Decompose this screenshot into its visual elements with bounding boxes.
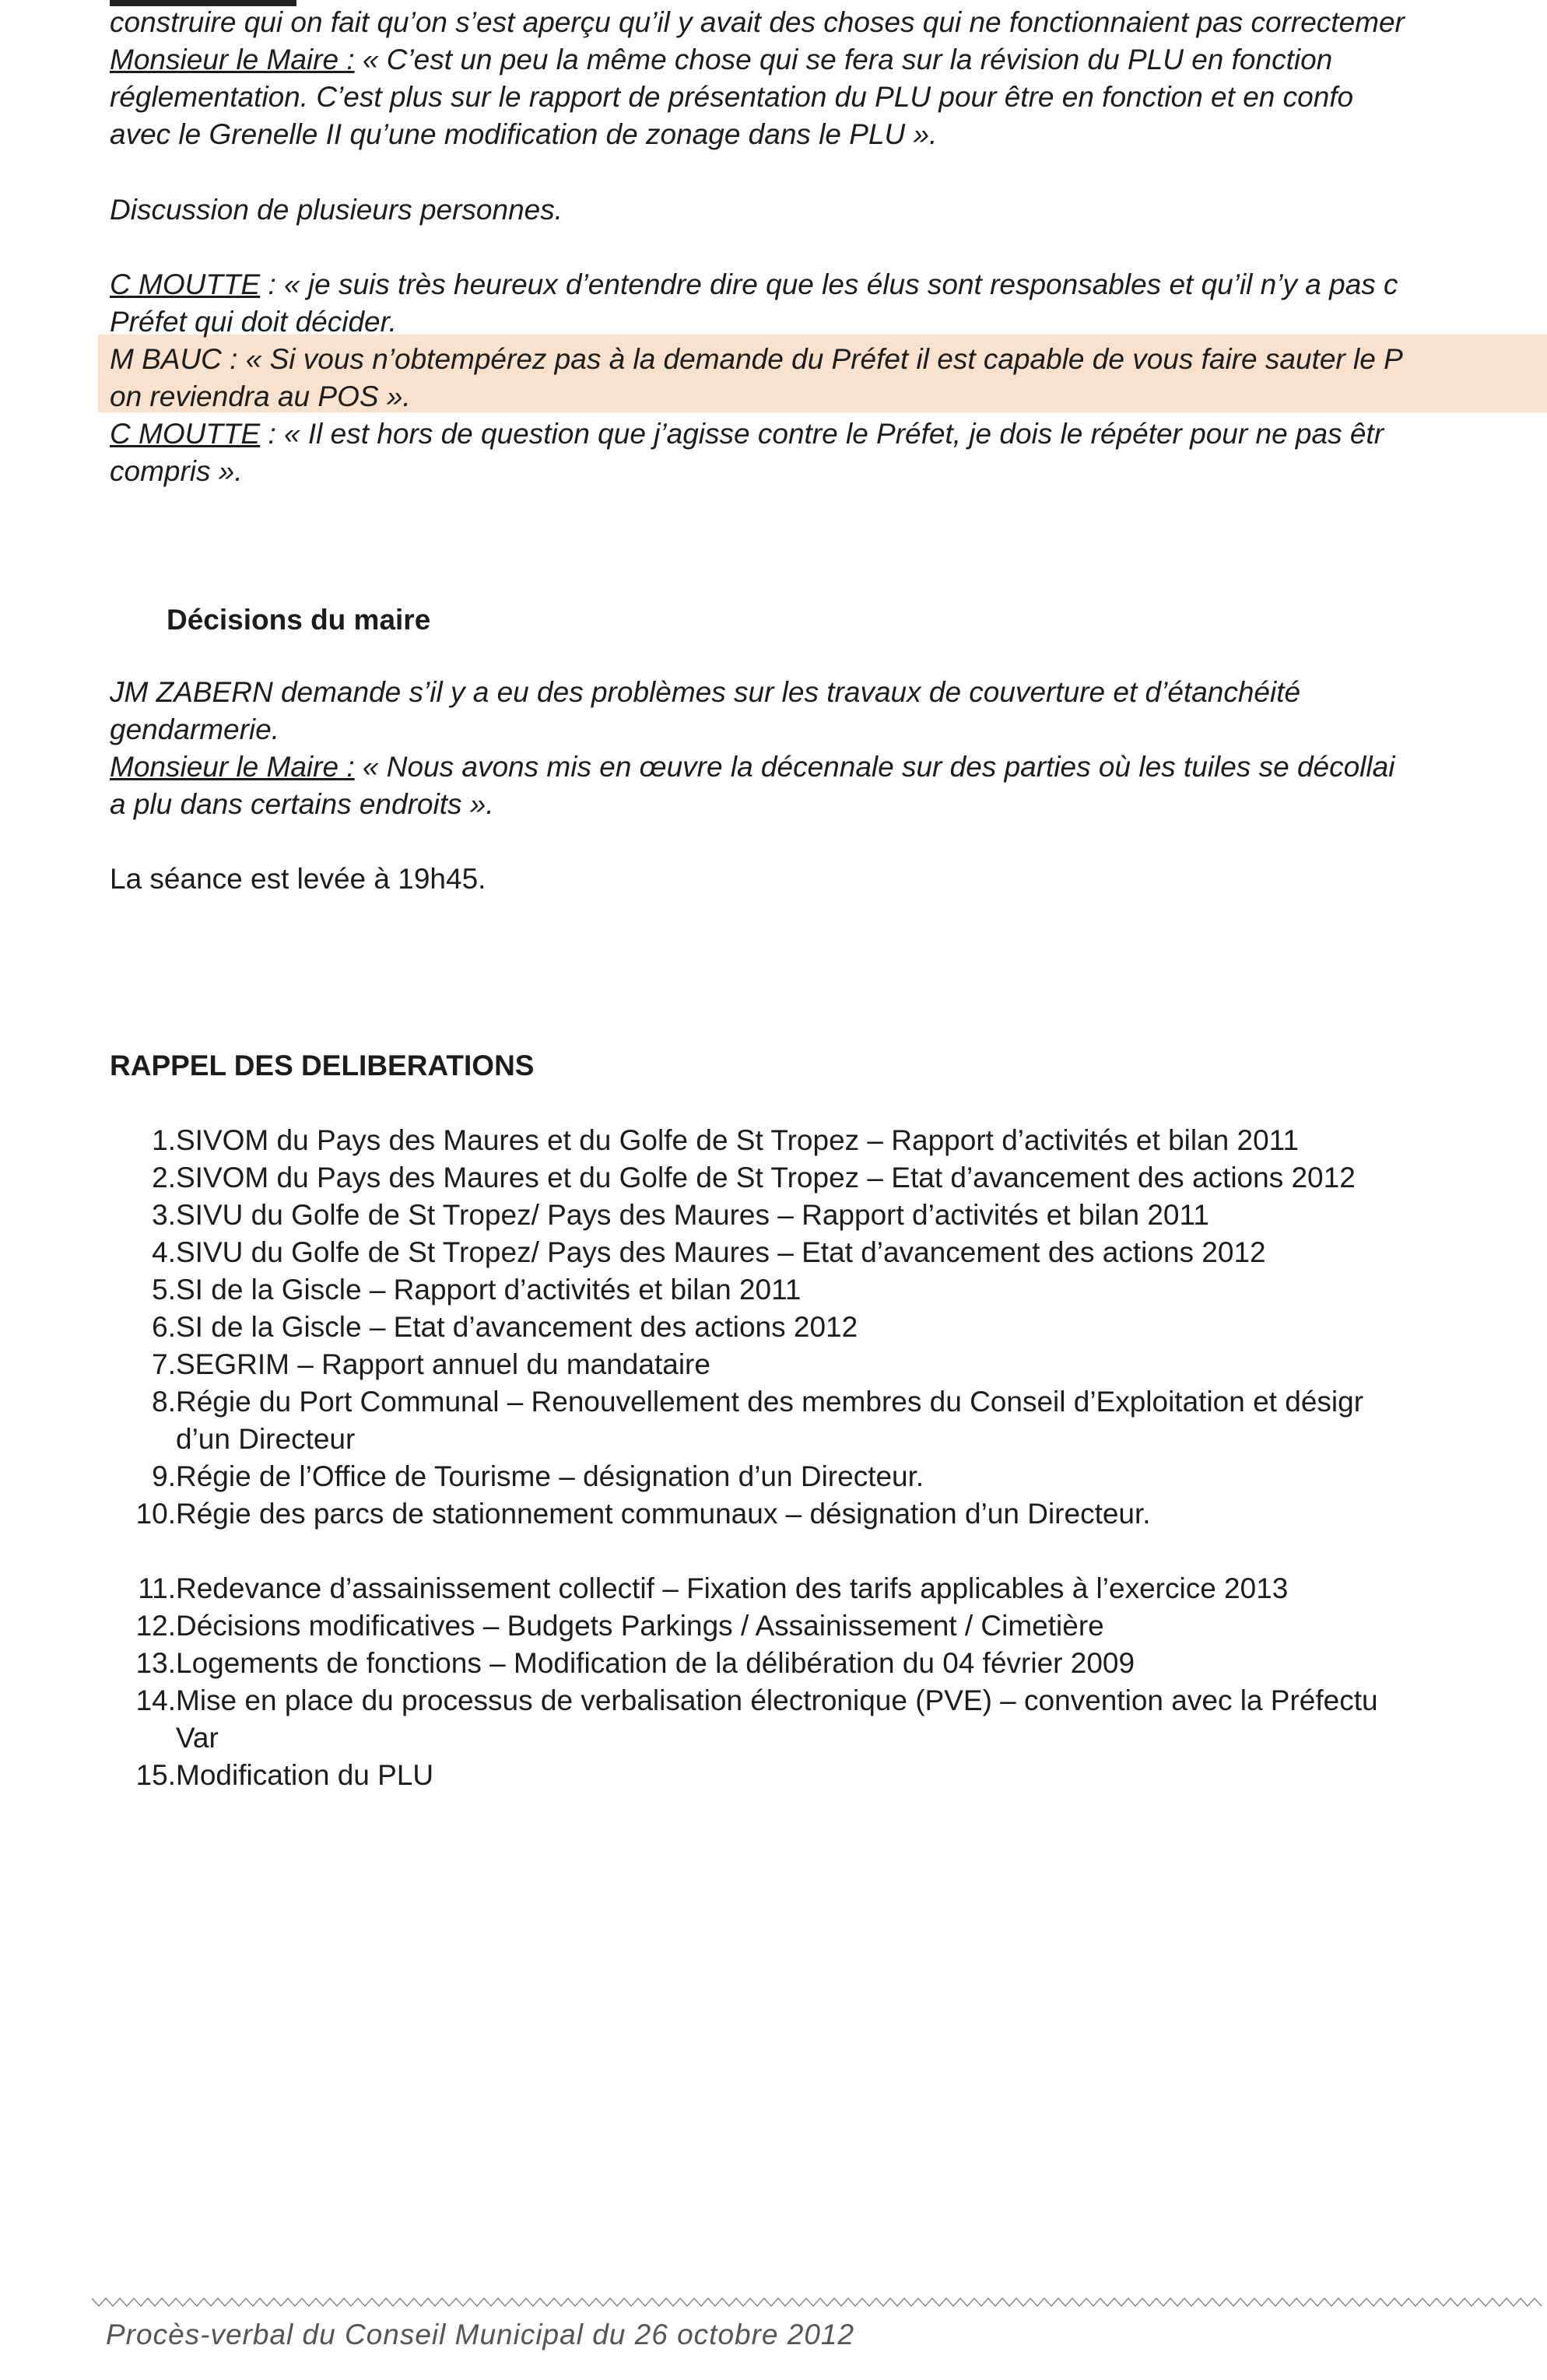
- list-item-continuation: d’un Directeur: [176, 1423, 356, 1455]
- decisions-heading: Décisions du maire: [167, 604, 431, 636]
- speaker-moutte-2: C MOUTTE: [110, 418, 261, 450]
- zabern-line-1: JM ZABERN demande s’il y a eu des problèmes sur les travaux de couverture et d’étanchéité: [110, 676, 1301, 708]
- speaker-maire-2: Monsieur le Maire :: [110, 751, 355, 783]
- moutte-line-2-cont: compris ».: [110, 455, 243, 487]
- discussion-note: Discussion de plusieurs personnes.: [110, 194, 563, 226]
- list-item: 7. SEGRIM – Rapport annuel du mandataire: [152, 1348, 710, 1380]
- footer-text: Procès-verbal du Conseil Municipal du 26 octobre 2012: [106, 2319, 855, 2350]
- list-item: 9. Régie de l’Office de Tourisme – désignation d’un Directeur.: [152, 1460, 924, 1492]
- moutte-line-1: [110, 266, 1398, 303]
- list-item: 8. Régie du Port Communal – Renouvellement des membres du Conseil d’Exploitation et désigr: [152, 1386, 1364, 1418]
- list-item-continuation: Var: [176, 1722, 219, 1754]
- bauc-line-1: M BAUC : « Si vous n’obtempérez pas à la demande du Préfet il est capable de vous faire sauter le P: [110, 343, 1403, 375]
- list-item: 11. Redevance d’assainissement collectif – Fixation des tarifs applicables à l’exercice 2013: [138, 1572, 1289, 1604]
- list-item: 14. Mise en place du processus de verbalisation électronique (PVE) – convention avec la Préfectu: [135, 1684, 1378, 1716]
- list-item: 1. SIVOM du Pays des Maures et du Golfe de St Tropez – Rapport d’activités et bilan 2011: [152, 1124, 1300, 1156]
- moutte-line-1-text: : « je suis très heureux d’entendre dire que les élus sont responsables et qu’il n’y a pas c: [260, 268, 1398, 300]
- moutte-line-2: [110, 415, 1384, 453]
- rappel-heading: RAPPEL DES DELIBERATIONS: [110, 1050, 535, 1081]
- intro-line-3: réglementation. C’est plus sur le rapport de présentation du PLU pour être en fonction et en confo: [110, 81, 1354, 113]
- speaker-maire: Monsieur le Maire :: [110, 44, 355, 75]
- zabern-line-2: gendarmerie.: [110, 713, 280, 745]
- intro-line-2: [110, 41, 1332, 79]
- maire-reply-line-1: [110, 748, 1394, 786]
- list-item: 3. SIVU du Golfe de St Tropez/ Pays des Maures – Rapport d’activités et bilan 2011: [152, 1199, 1209, 1231]
- moutte-line-1-cont: Préfet qui doit décider.: [110, 306, 397, 338]
- closing-statement: La séance est levée à 19h45.: [110, 863, 486, 895]
- intro-line-2-text: « C’est un peu la même chose qui se fera sur la révision du PLU en fonction: [354, 44, 1333, 75]
- list-item: 5. SI de la Giscle – Rapport d’activités et bilan 2011: [152, 1274, 802, 1306]
- intro-line-4: avec le Grenelle II qu’une modification de zonage dans le PLU ».: [110, 118, 938, 150]
- list-item: 15. Modification du PLU: [135, 1759, 434, 1791]
- maire-reply-text: « Nous avons mis en œuvre la décennale sur des parties où les tuiles se décollai: [354, 751, 1395, 783]
- list-item: 10. Régie des parcs de stationnement communaux – désignation d’un Directeur.: [135, 1498, 1151, 1530]
- bauc-line-1-cont: on reviendra au POS ».: [110, 380, 411, 412]
- list-item: 12. Décisions modificatives – Budgets Parkings / Assainissement / Cimetière: [135, 1610, 1104, 1642]
- maire-reply-cont: a plu dans certains endroits ».: [110, 788, 494, 820]
- list-item: 2. SIVOM du Pays des Maures et du Golfe de St Tropez – Etat d’avancement des actions 2012: [152, 1162, 1356, 1194]
- moutte-line-2-text: : « Il est hors de question que j’agisse contre le Préfet, je dois le répéter pour ne pas êtr: [260, 418, 1384, 450]
- list-item: 6. SI de la Giscle – Etat d’avancement des actions 2012: [152, 1311, 858, 1343]
- list-item: 4. SIVU du Golfe de St Tropez/ Pays des Maures – Etat d’avancement des actions 2012: [152, 1236, 1266, 1268]
- speaker-moutte: C MOUTTE: [110, 268, 261, 300]
- footer-zigzag-border: [92, 2297, 1547, 2308]
- intro-line-1: construire qui on fait qu’on s’est aperçu qu’il y avait des choses qui ne fonctionnaient pas correctemer: [110, 6, 1405, 38]
- list-item: 13. Logements de fonctions – Modification de la délibération du 04 février 2009: [135, 1647, 1135, 1679]
